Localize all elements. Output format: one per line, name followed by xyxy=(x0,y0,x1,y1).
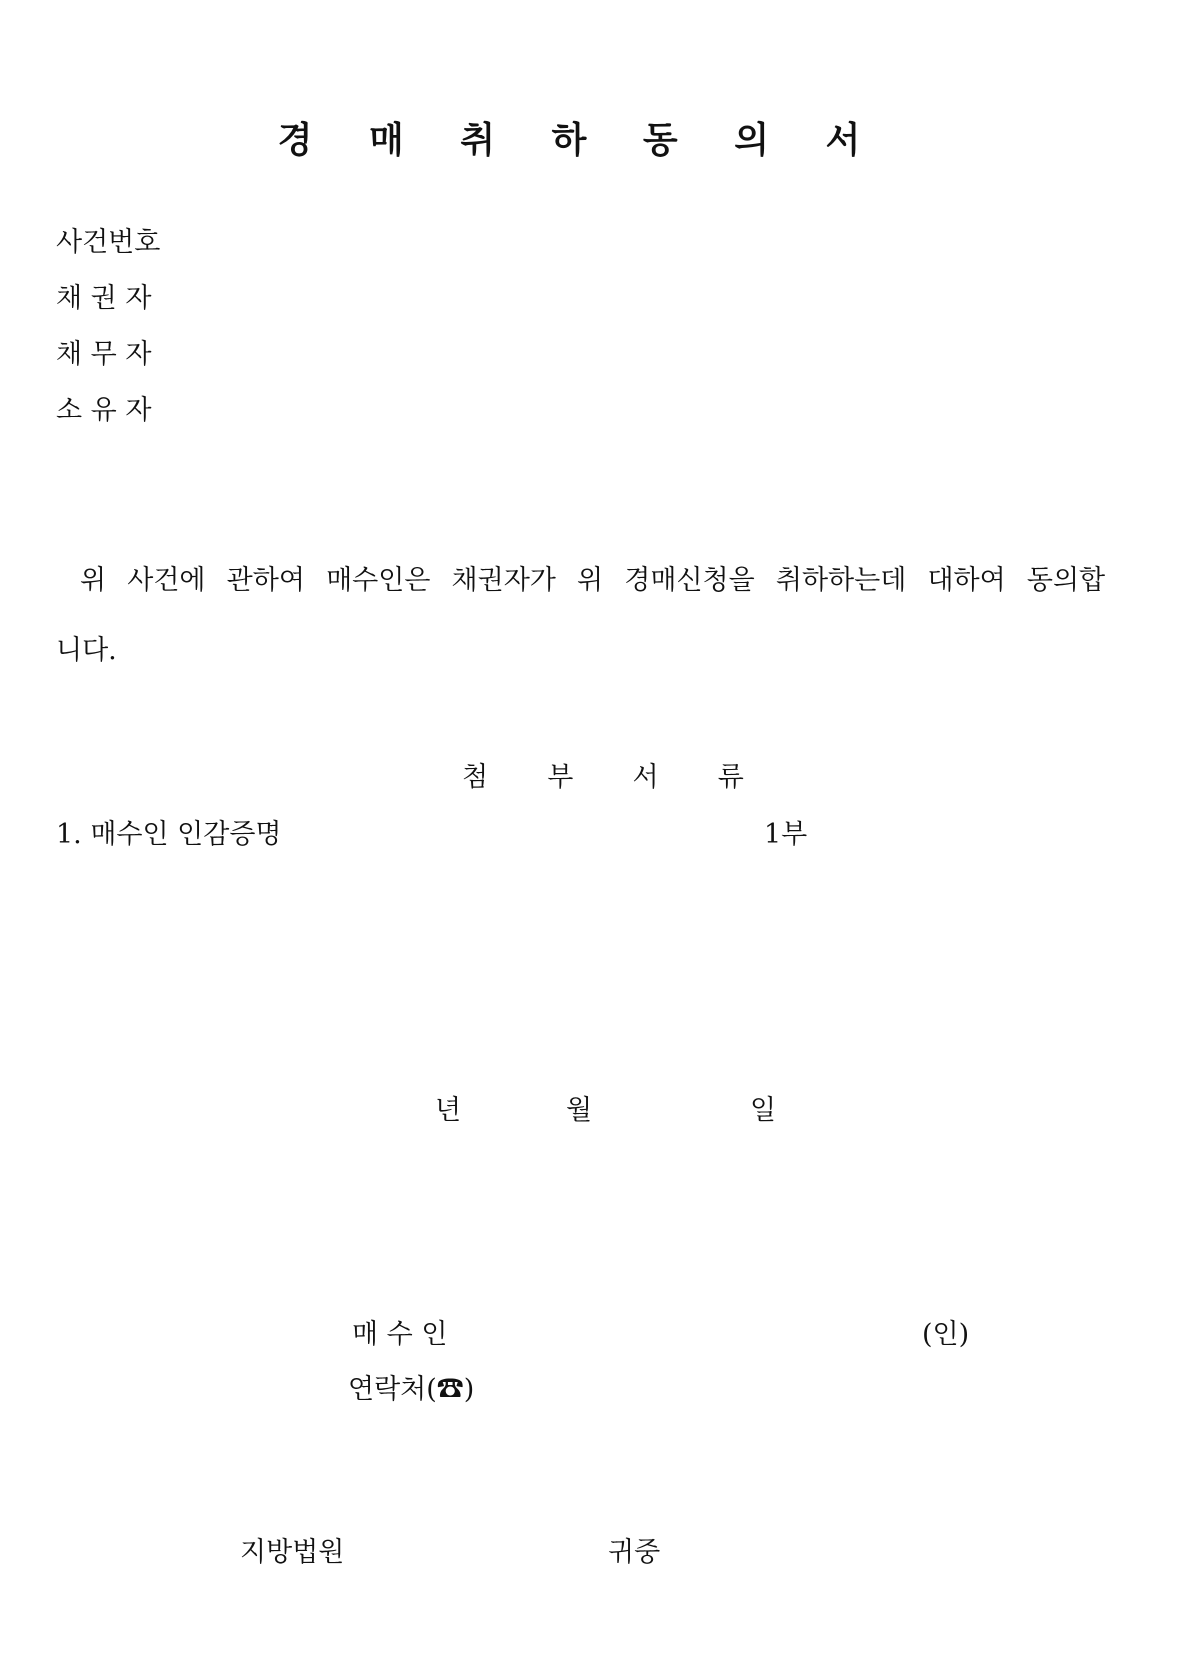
attachment-item-label: 1. 매수인 인감증명 xyxy=(56,819,282,850)
statement-line-2: 니다. xyxy=(56,635,117,666)
contact-label: 연락처(☎) xyxy=(348,1374,475,1405)
field-debtor: 채 무 자 xyxy=(56,339,152,370)
seal-mark: (인) xyxy=(922,1319,970,1350)
field-owner: 소 유 자 xyxy=(56,395,152,426)
statement-line-1: 위 사건에 관하여 매수인은 채권자가 위 경매신청을 취하하는데 대하여 동의합 xyxy=(80,565,1106,596)
attachments-heading: 첨 부 서 류 xyxy=(462,762,758,793)
field-creditor: 채 권 자 xyxy=(56,283,152,314)
date-year: 년 xyxy=(435,1095,462,1126)
court-name: 지방법원 xyxy=(240,1537,345,1568)
attachment-item-count: 1부 xyxy=(764,819,808,850)
field-case-number: 사건번호 xyxy=(56,227,161,258)
date-day: 일 xyxy=(750,1095,777,1126)
buyer-label: 매 수 인 xyxy=(352,1319,448,1350)
document-title: 경 매 취 하 동 의 서 xyxy=(277,120,883,161)
date-month: 월 xyxy=(566,1095,593,1126)
court-honorific: 귀중 xyxy=(608,1537,661,1568)
